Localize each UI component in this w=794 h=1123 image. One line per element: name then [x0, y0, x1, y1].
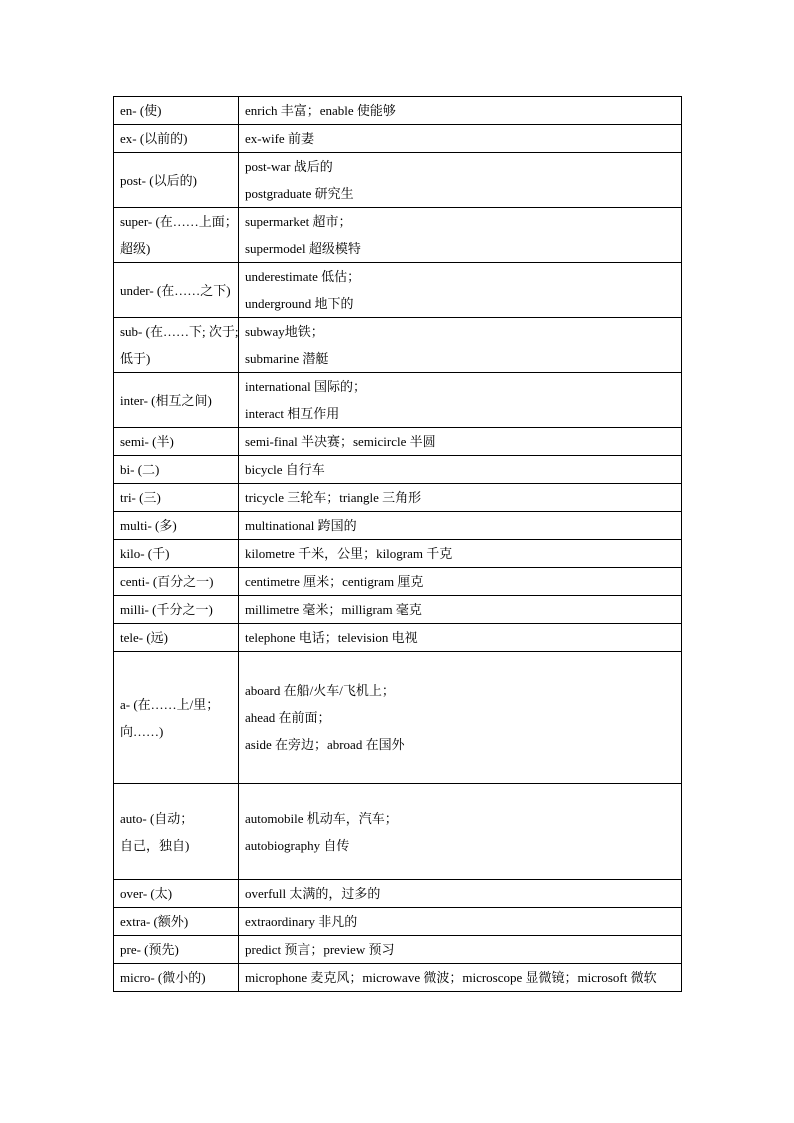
prefix-cell — [114, 373, 239, 428]
example-text: microphone 麦克风；microwave 微波；microscope 显微镜；microsoft 微软 — [245, 970, 657, 985]
example-text: supermodel 超级模特 — [245, 241, 361, 256]
example-text: automobile 机动车，汽车； — [245, 810, 398, 826]
example-text: overfull 太满的，过多的 — [245, 886, 381, 901]
table-row — [114, 97, 682, 125]
prefix-text: sub- (在……下; 次于; — [120, 324, 239, 339]
example-cell — [239, 484, 682, 512]
prefix-cell — [114, 624, 239, 652]
prefix-cell — [114, 318, 239, 373]
prefix-text: ex- (以前的) — [120, 131, 188, 146]
table-row — [114, 484, 682, 512]
table-row — [114, 373, 682, 428]
example-text: submarine 潜艇 — [245, 351, 329, 366]
example-cell — [239, 512, 682, 540]
prefix-cell — [114, 908, 239, 936]
prefix-cell — [114, 456, 239, 484]
example-text: ahead 在前面； — [245, 710, 331, 725]
example-text: underground 地下的 — [245, 296, 354, 311]
prefix-text: 向……) — [120, 723, 164, 739]
prefix-cell — [114, 125, 239, 153]
prefix-text: bi- (二) — [120, 462, 160, 477]
prefix-cell — [114, 540, 239, 568]
table-row — [114, 880, 682, 908]
example-text: aboard 在船/火车/飞机上； — [245, 683, 395, 698]
table-row — [114, 512, 682, 540]
example-cell — [239, 153, 682, 208]
example-text: telephone 电话；television 电视 — [245, 630, 418, 645]
example-cell — [239, 125, 682, 153]
example-cell — [239, 428, 682, 456]
example-text: subway地铁； — [245, 324, 324, 339]
example-text: ex-wife 前妻 — [245, 131, 314, 146]
prefix-cell — [114, 936, 239, 964]
example-cell — [239, 568, 682, 596]
prefix-text: extra- (额外) — [120, 914, 189, 929]
prefix-cell — [114, 153, 239, 208]
prefix-cell — [114, 652, 239, 784]
example-cell — [239, 880, 682, 908]
example-cell — [239, 318, 682, 373]
example-text: international 国际的； — [245, 379, 366, 394]
prefix-text: over- (太) — [120, 886, 173, 901]
example-cell — [239, 540, 682, 568]
prefix-text: super- (在……上面； — [120, 214, 238, 229]
prefix-cell — [114, 568, 239, 596]
prefix-text: semi- (半) — [120, 434, 174, 449]
prefix-cell — [114, 512, 239, 540]
table-row — [114, 208, 682, 263]
prefix-cell — [114, 97, 239, 125]
prefix-table — [113, 96, 682, 992]
example-text: multinational 跨国的 — [245, 518, 357, 533]
table-row — [114, 936, 682, 964]
prefix-text: tri- (三) — [120, 490, 161, 505]
example-text: underestimate 低估； — [245, 269, 361, 284]
table-row — [114, 456, 682, 484]
prefix-table-body — [114, 97, 682, 992]
table-row — [114, 125, 682, 153]
prefix-text: pre- (预先) — [120, 942, 179, 957]
example-text: post-war 战后的 — [245, 159, 333, 174]
example-cell — [239, 964, 682, 992]
table-row — [114, 428, 682, 456]
example-cell — [239, 263, 682, 318]
example-cell — [239, 624, 682, 652]
table-row — [114, 153, 682, 208]
prefix-text: multi- (多) — [120, 518, 177, 533]
example-text: predict 预言；preview 预习 — [245, 942, 395, 957]
prefix-cell — [114, 880, 239, 908]
prefix-text: 超级) — [120, 241, 151, 256]
example-cell — [239, 908, 682, 936]
prefix-text: milli- (千分之一) — [120, 602, 213, 617]
example-cell — [239, 373, 682, 428]
prefix-cell — [114, 428, 239, 456]
table-row — [114, 263, 682, 318]
example-text: semi-final 半决赛；semicircle 半圆 — [245, 434, 436, 449]
table-row — [114, 652, 682, 784]
prefix-text: under- (在……之下) — [120, 282, 231, 298]
table-row — [114, 624, 682, 652]
table-row — [114, 540, 682, 568]
table-row — [114, 596, 682, 624]
table-row — [114, 318, 682, 373]
prefix-text: centi- (百分之一) — [120, 574, 214, 589]
example-cell — [239, 596, 682, 624]
example-text: supermarket 超市； — [245, 214, 352, 229]
example-text: kilometre 千米，公里；kilogram 千克 — [245, 546, 453, 561]
prefix-cell — [114, 596, 239, 624]
table-row — [114, 568, 682, 596]
example-cell — [239, 208, 682, 263]
example-text: extraordinary 非凡的 — [245, 914, 358, 929]
prefix-text: en- (使) — [120, 103, 162, 118]
example-text: aside 在旁边；abroad 在国外 — [245, 737, 405, 752]
example-cell — [239, 456, 682, 484]
example-text: millimetre 毫米；milligram 毫克 — [245, 602, 422, 617]
prefix-text: tele- (远) — [120, 630, 169, 645]
prefix-text: a- (在……上/里； — [120, 696, 220, 712]
prefix-cell — [114, 484, 239, 512]
prefix-text: 自己，独自) — [120, 837, 190, 853]
prefix-cell — [114, 263, 239, 318]
prefix-cell — [114, 208, 239, 263]
prefix-cell — [114, 784, 239, 880]
prefix-text: kilo- (千) — [120, 546, 170, 561]
prefix-text: post- (以后的) — [120, 172, 197, 188]
prefix-text: inter- (相互之间) — [120, 392, 212, 408]
example-cell — [239, 652, 682, 784]
example-text: bicycle 自行车 — [245, 462, 325, 477]
example-cell — [239, 784, 682, 880]
prefix-cell — [114, 964, 239, 992]
prefix-text: 低于) — [120, 351, 151, 366]
prefix-text: auto- (自动； — [120, 810, 194, 826]
table-row — [114, 908, 682, 936]
table-row — [114, 784, 682, 880]
example-cell — [239, 936, 682, 964]
example-text: postgraduate 研究生 — [245, 186, 354, 201]
example-text: autobiography 自传 — [245, 837, 350, 853]
example-text: interact 相互作用 — [245, 406, 340, 421]
table-row — [114, 964, 682, 992]
example-text: enrich 丰富；enable 使能够 — [245, 103, 396, 118]
example-cell — [239, 97, 682, 125]
example-text: tricycle 三轮车；triangle 三角形 — [245, 490, 422, 505]
prefix-text: micro- (微小的) — [120, 970, 206, 985]
example-text: centimetre 厘米；centigram 厘克 — [245, 574, 424, 589]
